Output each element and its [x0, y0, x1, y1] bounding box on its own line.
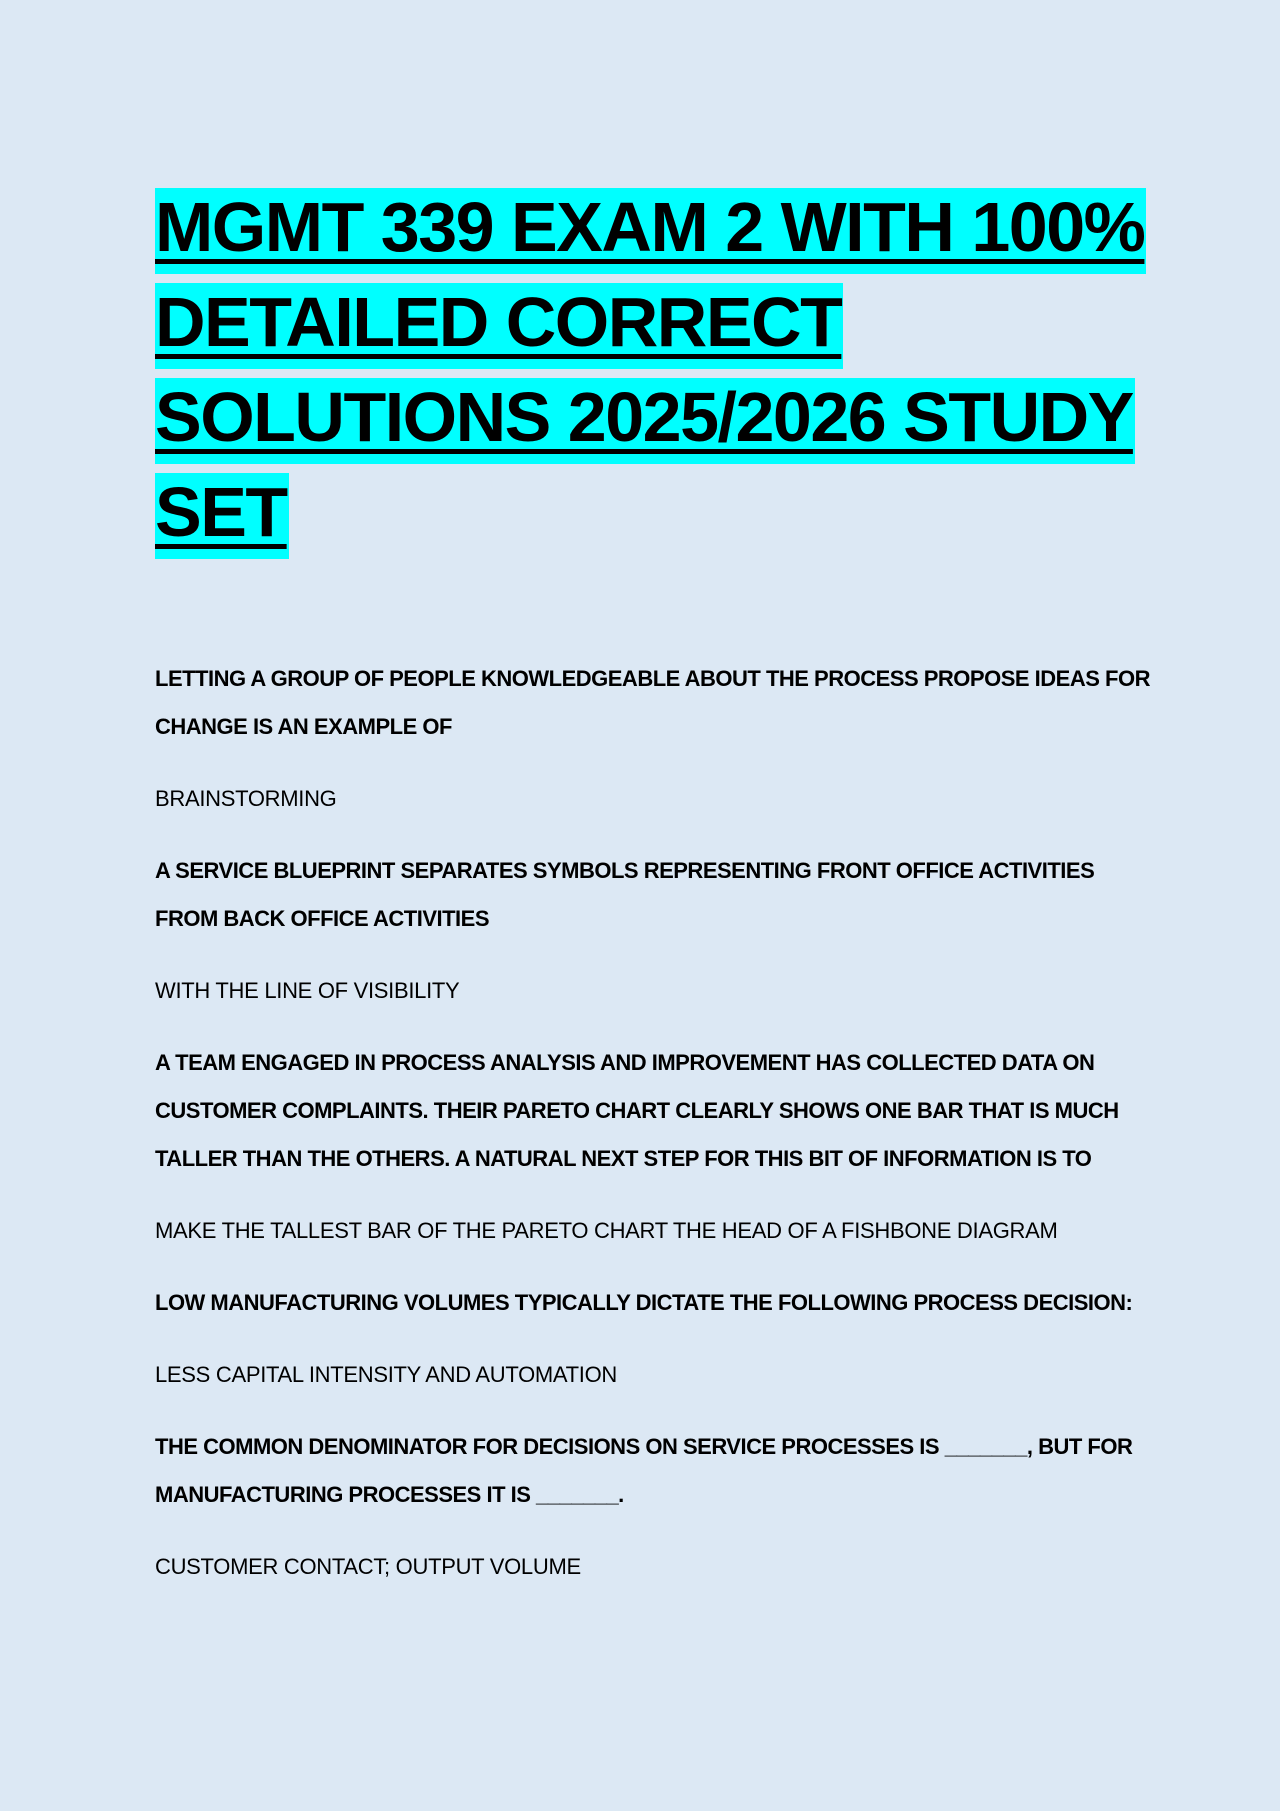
answer-2: WITH THE LINE OF VISIBILITY: [155, 978, 460, 1003]
document-title-text: MGMT 339 EXAM 2 WITH 100% DETAILED CORRECT SOLUTIONS 2025/2026 STUDY SET: [155, 188, 1146, 559]
question-3: A TEAM ENGAGED IN PROCESS ANALYSIS AND IMPROVEMENT HAS COLLECTED DATA ON CUSTOMER COMPLAINTS. THEIR PARETO CHART CLEARLY SHOWS ONE BAR THAT IS MUCH TALLER THAN THE OTHERS. A NATURAL NEXT STEP FOR THIS BIT OF INFORMATION IS TO: [155, 1050, 1119, 1171]
answer-4: LESS CAPITAL INTENSITY AND AUTOMATION: [155, 1362, 618, 1387]
document-page: [155, 180, 1155, 1615]
question-4: LOW MANUFACTURING VOLUMES TYPICALLY DICTATE THE FOLLOWING PROCESS DECISION:: [155, 1290, 1133, 1315]
qa-list: [155, 655, 1155, 1591]
question-1: LETTING A GROUP OF PEOPLE KNOWLEDGEABLE ABOUT THE PROCESS PROPOSE IDEAS FOR CHANGE IS AN EXAMPLE OF: [155, 666, 1150, 739]
answer-1: BRAINSTORMING: [155, 786, 337, 811]
question-5: THE COMMON DENOMINATOR FOR DECISIONS ON SERVICE PROCESSES IS _______, BUT FOR MANUFACTURING PROCESSES IT IS _______.: [155, 1434, 1133, 1507]
answer-3: MAKE THE TALLEST BAR OF THE PARETO CHART THE HEAD OF A FISHBONE DIAGRAM: [155, 1218, 1058, 1243]
answer-5: CUSTOMER CONTACT; OUTPUT VOLUME: [155, 1554, 581, 1579]
question-2: A SERVICE BLUEPRINT SEPARATES SYMBOLS REPRESENTING FRONT OFFICE ACTIVITIES FROM BACK OFFICE ACTIVITIES: [155, 858, 1095, 931]
document-title: [155, 180, 1155, 560]
